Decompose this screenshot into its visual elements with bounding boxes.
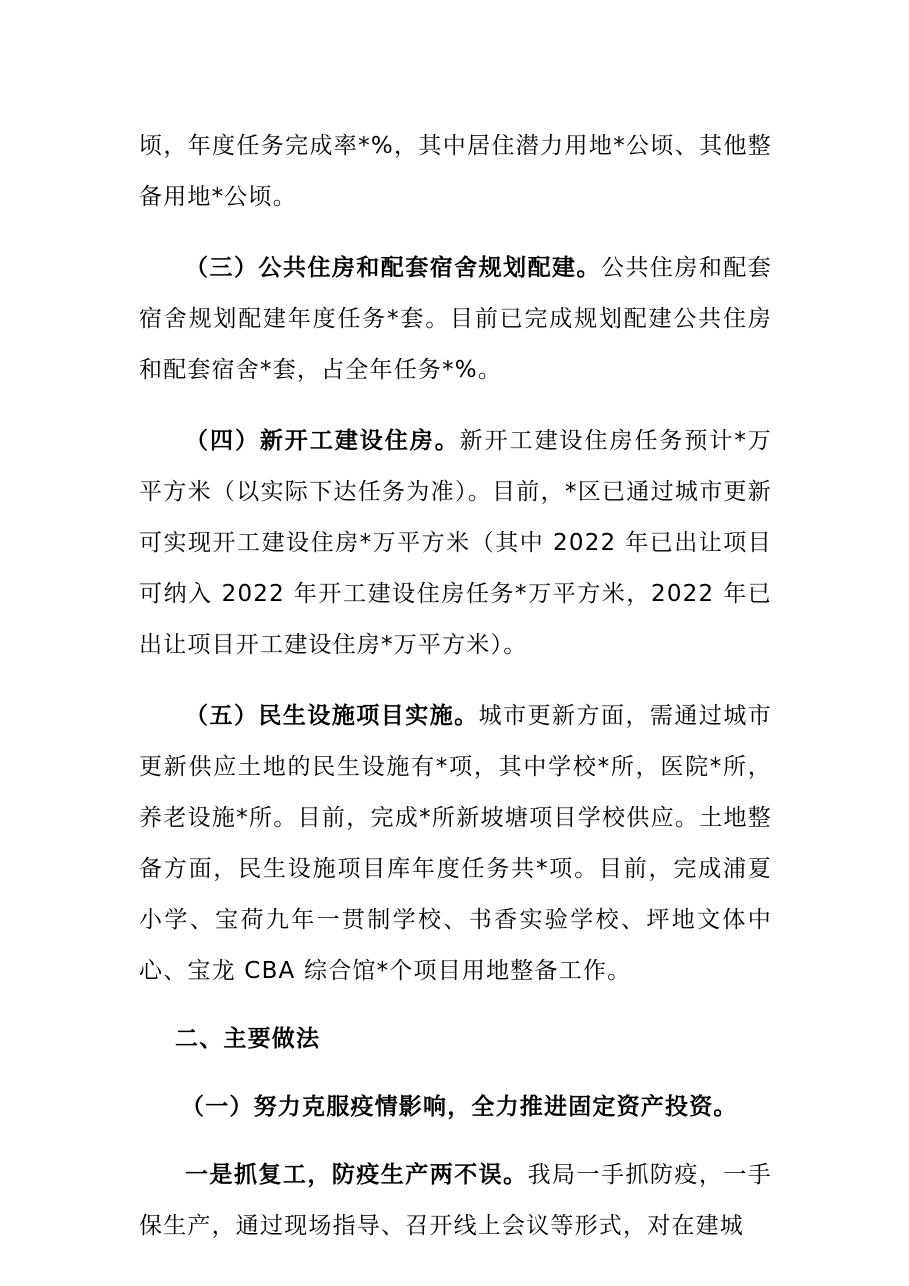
paragraph-text: 新开工建设住房任务预计*万平方米（以实际下达任务为准）。目前，*区已通过城市更新可实现开工建设住房*万平方米（其中 2022 年已出让项目可纳入 2022 年开工建设住房任务*万平方米，2022 年已出让项目开工建设住房*万平方米）。 xyxy=(139,428,773,658)
paragraph-livelihood-facilities xyxy=(139,691,772,997)
section-lead-livelihood-facilities: （五）民生设施项目实施。 xyxy=(185,703,479,729)
document-body xyxy=(139,121,772,1252)
subsection-heading-fixed-asset-investment: （一）努力克服疫情影响，全力推进固定资产投资。 xyxy=(181,1094,738,1120)
paragraph-text: 我局一手抓防疫，一手保生产，通过现场指导、召开线上会议等形式，对在建城 xyxy=(139,1162,772,1239)
paragraph-new-construction xyxy=(139,416,772,671)
section-heading-main-practices: 二、主要做法 xyxy=(175,1026,321,1052)
paragraph-text: 公共住房和配套宿舍规划配建年度任务*套。目前已完成规划配建公共住房和配套宿舍*套，占全年任务*%。 xyxy=(139,255,772,383)
section-lead-new-construction: （四）新开工建设住房。 xyxy=(185,428,460,454)
section-lead-resume-work: 一是抓复工，防疫生产两不误。 xyxy=(185,1162,528,1188)
paragraph-text: 顷，年度任务完成率*%，其中居住潜力用地*公顷、其他整备用地*公顷。 xyxy=(139,133,772,210)
paragraph-public-housing xyxy=(139,243,772,396)
paragraph-text: 城市更新方面，需通过城市更新供应土地的民生设施有*项，其中学校*所，医院*所，养老设施*所。目前，完成*所新坡塘项目学校供应。土地整备方面，民生设施项目库年度任务共*项。目前，完成浦夏小学、宝荷九年一贯制学校、书香实验学校、坪地文体中心、宝龙 CBA 综合馆*个项目用地整备工作。 xyxy=(139,703,772,984)
paragraph-resume-work xyxy=(139,1150,772,1252)
section-lead-public-housing: （三）公共住房和配套宿舍规划配建。 xyxy=(185,255,601,281)
paragraph-land-consolidation xyxy=(139,121,772,223)
